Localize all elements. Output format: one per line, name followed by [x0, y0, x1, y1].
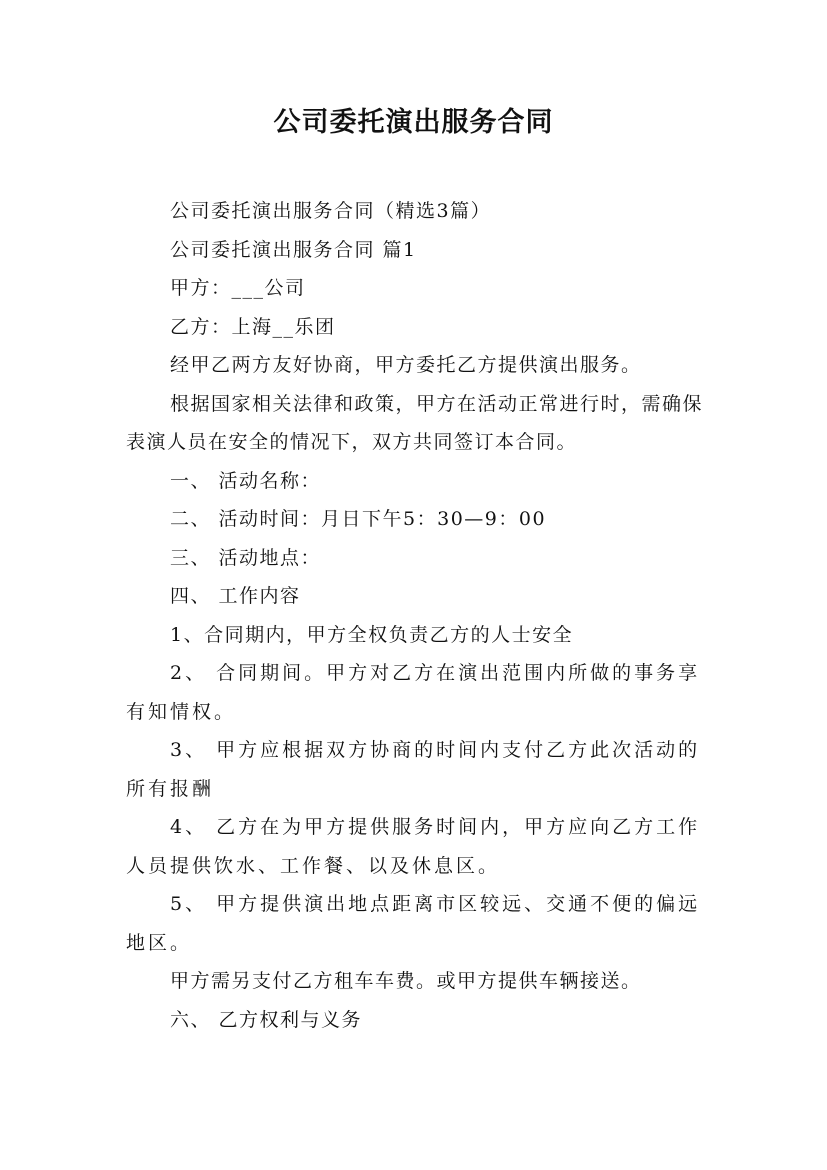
paragraph-section-3: 三、 活动地点： [170, 546, 322, 569]
paragraph-section-6: 六、 乙方权利与义务 [170, 1008, 363, 1031]
paragraph-section-2: 二、 活动时间：月日下午5：30—9：00 [170, 508, 547, 530]
paragraph-subtitle: 公司委托演出服务合同（精选3篇） [170, 200, 492, 222]
paragraph-item-1: 1、合同期内，甲方全权负责乙方的人士安全 [170, 623, 574, 646]
paragraph-legal-basis: 根据国家相关法律和政策，甲方在活动正常进行时，需确保表演人员在安全的情况下，双方共同签订本合同。 [126, 392, 704, 453]
paragraph-item-3: 3、 甲方应根据双方协商的时间内支付乙方此次活动的所有报酬 [126, 739, 701, 800]
paragraph-item-4: 4、 乙方在为甲方提供服务时间内，甲方应向乙方工作人员提供饮水、工作餐、以及休息区。 [126, 816, 701, 877]
paragraph-section-1: 一、 活动名称： [170, 469, 322, 492]
document-body [126, 192, 706, 1039]
paragraph-chapter-heading: 公司委托演出服务合同 篇1 [170, 238, 417, 261]
paragraph-item-5: 5、 甲方提供演出地点距离市区较远、交通不便的偏远地区。 [126, 893, 701, 954]
paragraph-intro: 经甲乙两方友好协商，甲方委托乙方提供演出服务。 [170, 354, 642, 376]
paragraph-party-b: 乙方：上海__乐团 [170, 315, 336, 338]
paragraph-transport: 甲方需另支付乙方租车车费。或甲方提供车辆接送。 [170, 970, 642, 992]
paragraph-section-4: 四、 工作内容 [170, 585, 301, 607]
paragraph-party-a: 甲方：___公司 [170, 277, 306, 299]
document-title: 公司委托演出服务合同 [273, 107, 554, 138]
paragraph-item-2: 2、 合同期间。甲方对乙方在演出范围内所做的事务享有知情权。 [126, 662, 701, 723]
